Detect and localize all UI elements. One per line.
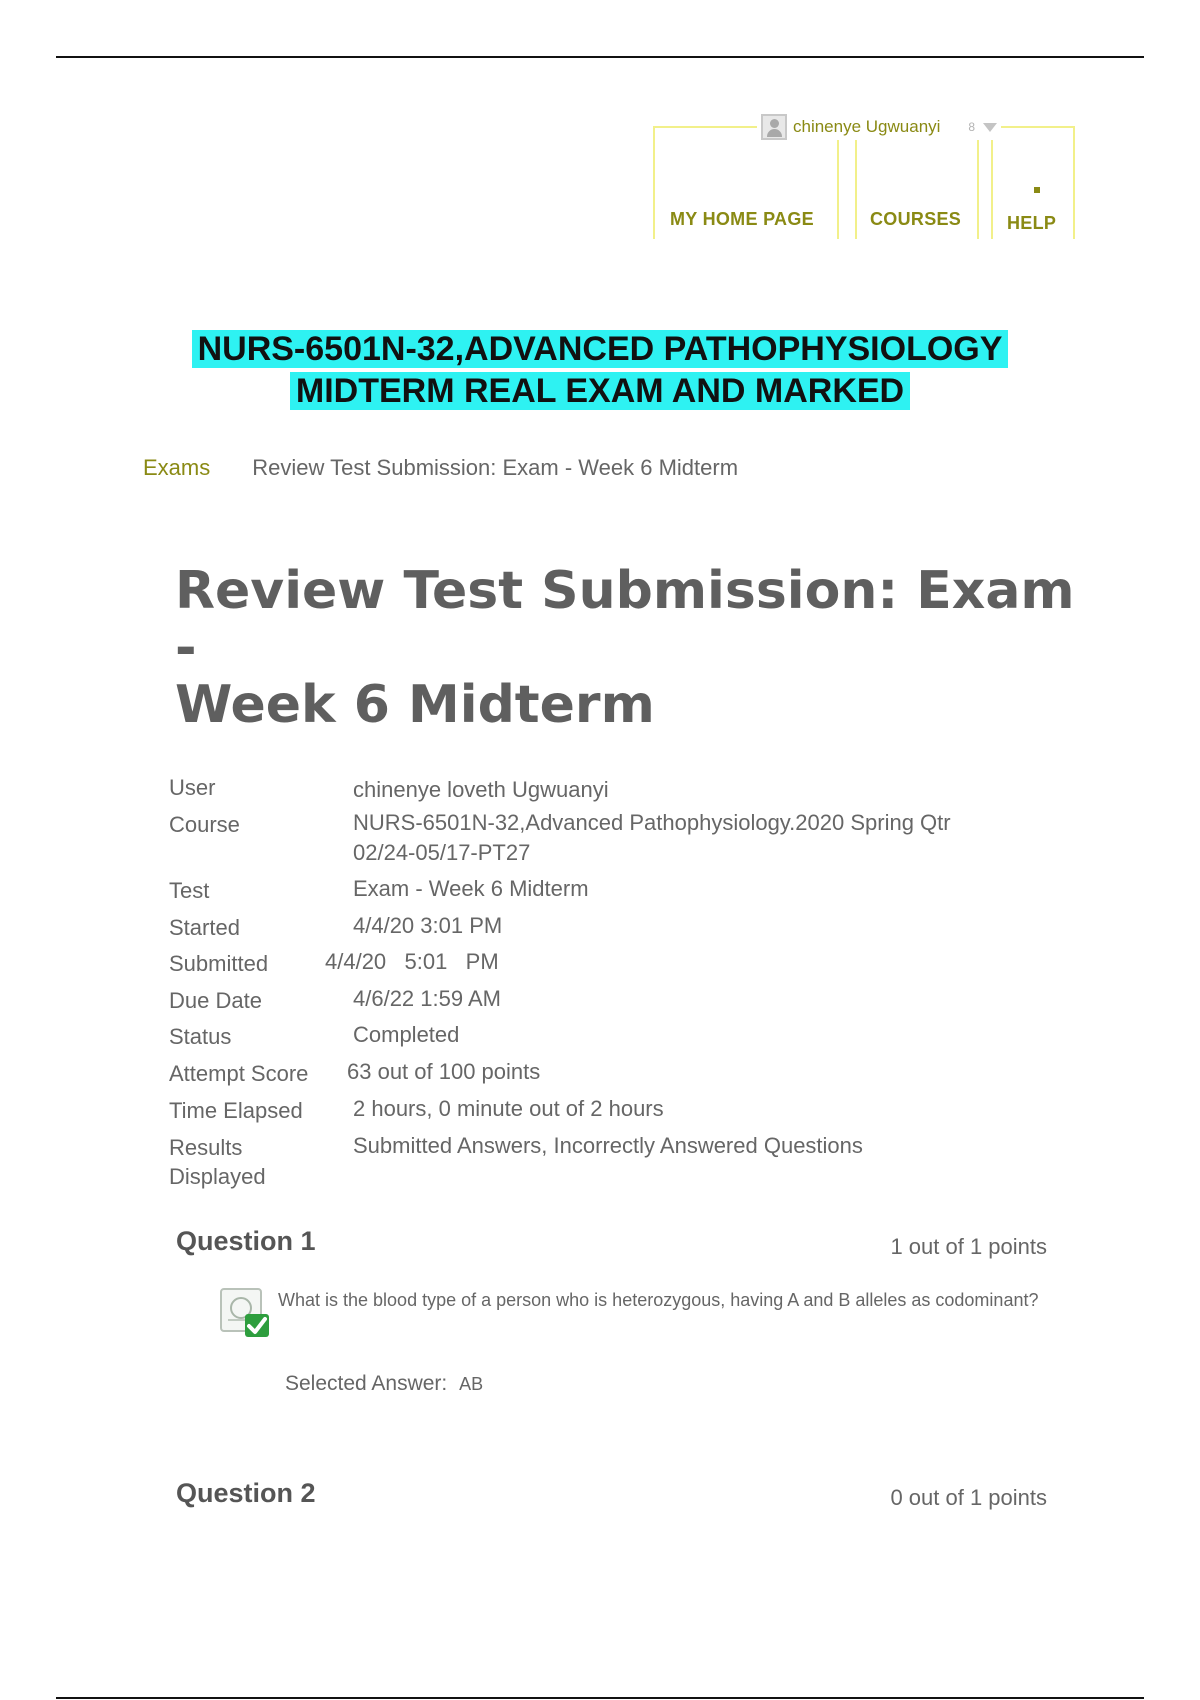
page-title [175,563,1075,734]
detail-label: Attempt Score [169,1061,309,1086]
question-1-points: 1 out of 1 points [890,1234,1047,1259]
selected-answer [285,1372,483,1396]
top-navigation [653,117,1075,239]
correct-check-icon [220,1288,270,1338]
user-name[interactable]: chinenye Ugwuanyi [793,117,941,136]
detail-value-cont: 02/24-05/17-PT27 [353,840,531,865]
detail-value: 4/6/22 1:59 AM [353,986,501,1011]
selected-answer-label: Selected Answer: [285,1372,448,1395]
detail-label: Submitted [169,951,269,976]
detail-value: NURS-6501N-32,Advanced Pathophysiology.2020 Spring Qtr [353,810,951,835]
detail-label: Started [169,915,240,940]
question-1-text: What is the blood type of a person who is heterozygous, having A and B alleles as codominant? [278,1290,1039,1310]
help-dot-icon [1034,187,1040,193]
bottom-rule [56,1697,1144,1699]
detail-value: 4/4/20 3:01 PM [353,913,503,938]
detail-label: Test [169,878,210,903]
nav-courses[interactable]: COURSES [870,209,962,229]
nav-my-home-page[interactable]: MY HOME PAGE [670,209,814,229]
document-title [100,328,1100,412]
detail-value: Completed [353,1022,460,1047]
detail-label: Results [169,1135,243,1160]
detail-value: Submitted Answers, Incorrectly Answered Questions [353,1133,863,1158]
detail-value: 2 hours, 0 minute out of 2 hours [353,1096,664,1121]
chevron-down-icon[interactable] [983,123,997,132]
avatar-icon [761,114,787,140]
detail-label: Time Elapsed [169,1098,303,1123]
detail-value: 4/4/20 5:01 PM [325,949,499,974]
breadcrumb-exams[interactable]: Exams [143,455,211,480]
detail-label: Status [169,1024,232,1049]
detail-label: Course [169,812,240,837]
user-menu[interactable] [757,114,1001,140]
detail-value: Exam - Week 6 Midterm [353,876,589,901]
detail-label: User [169,775,216,800]
document-title-line1: NURS-6501N-32,ADVANCED PATHOPHYSIOLOGY [192,330,1009,368]
document-title-line2: MIDTERM REAL EXAM AND MARKED [290,372,910,410]
question-1-title: Question 1 [176,1226,316,1256]
question-2-title: Question 2 [176,1478,316,1508]
detail-value: chinenye loveth Ugwuanyi [353,777,609,802]
detail-label-cont: Displayed [169,1164,266,1189]
page-title-line1: Review Test Submission: Exam - [175,561,1075,678]
notification-badge[interactable]: 8 [968,120,976,134]
detail-label: Due Date [169,988,262,1013]
nav-help[interactable]: HELP [1007,213,1057,233]
page-title-line2: Week 6 Midterm [175,675,655,735]
breadcrumb-current: Review Test Submission: Exam - Week 6 Midterm [252,455,739,480]
question-2-points: 0 out of 1 points [890,1485,1047,1510]
breadcrumb [143,455,738,481]
detail-value: 63 out of 100 points [347,1059,541,1084]
top-rule [56,56,1144,58]
selected-answer-value: AB [459,1374,484,1394]
